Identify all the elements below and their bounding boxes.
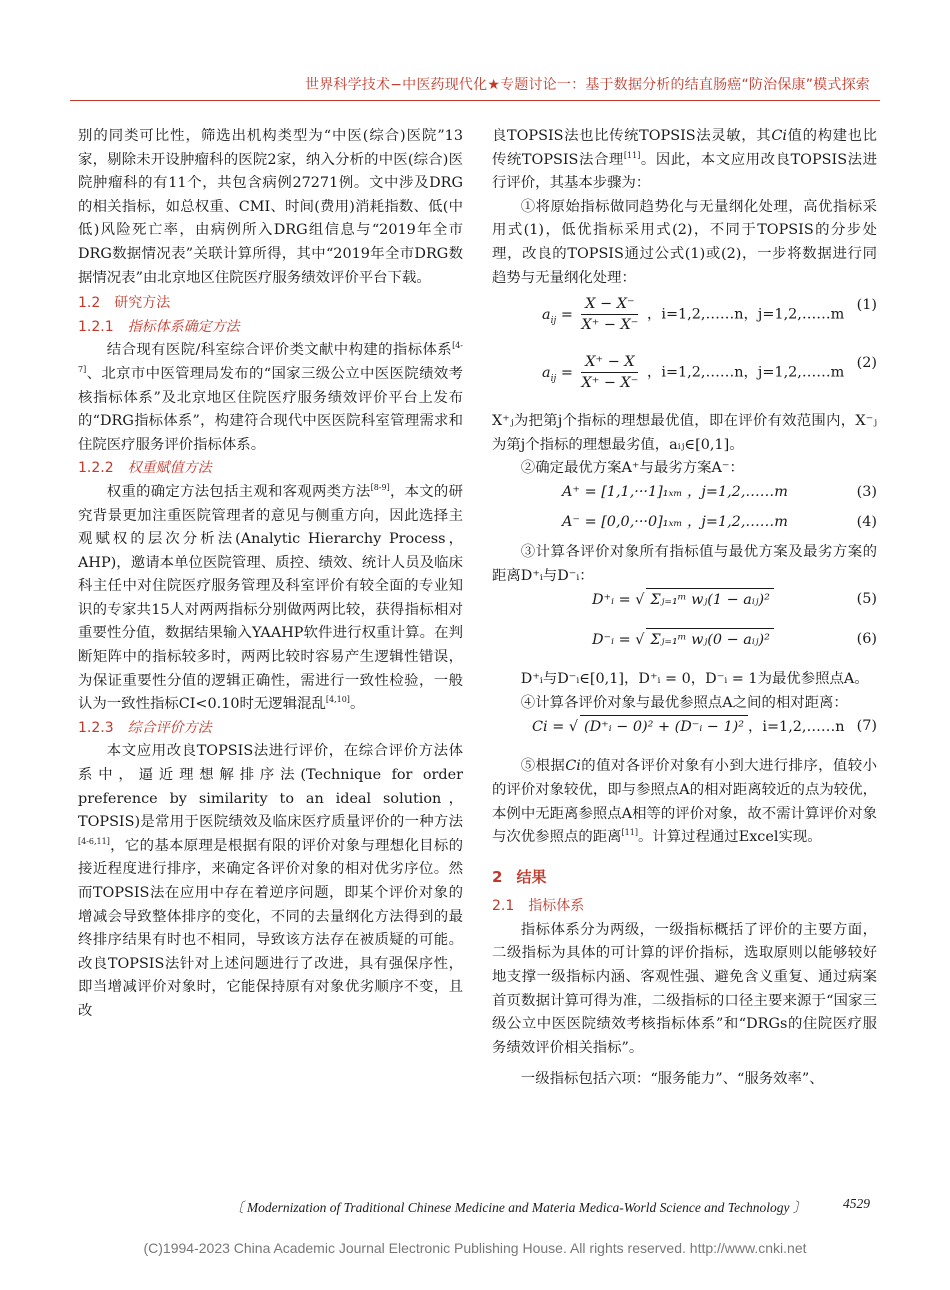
section-heading-2-1: 2.1 指标体系 xyxy=(492,898,585,915)
citation: [11] xyxy=(623,150,641,160)
paragraph: 权重的确定方法包括主观和客观两类方法[8-9]，本文的研究背景更加注重医院管理者的意见与侧重方向，因此选择主观赋权的层次分析法(Analytic Hierarchy Process，AHP)，邀请本单位医院管理、质控、绩效、统计人员及临床科主任中对住院医疗服务管理及科室评价有较全面的专业知识的专家共15人对两两指标分别做两两比较，获得指标相对重要性分值，数据结果输入YAAHP软件进行权重计算。在判断矩阵中的指标较多时，两两比较时容易产生逻辑性错误，为保证重要性分值的逻辑正确性，需进行一致性检验，一般认为一致性指标CI<0.10时无逻辑混乱[4,10]。 xyxy=(78,483,463,713)
right-column xyxy=(492,125,877,1092)
citation: [4,10] xyxy=(325,695,350,705)
equation-number: (7) xyxy=(856,718,877,735)
equation-7: Ci = √ (D⁺ᵢ − 0)² + (D⁻ᵢ − 1)² ，i=1,2,……n (7) xyxy=(492,715,877,755)
section-heading-1-2: 1.2 研究方法 xyxy=(78,295,171,312)
equation-number: (6) xyxy=(856,631,877,648)
citation: [4-7] xyxy=(78,341,463,375)
section-heading-1-2-1: 1.2.1 指标体系确定方法 xyxy=(78,318,240,335)
paragraph: ①将原始指标做同趋势化与无量纲化处理，高优指标采用式(1)，低优指标采用式(2)，不同于TOPSIS的分步处理，改良的TOPSIS通过公式(1)或(2)，一步将数据进行同趋势与无量纲化处理： xyxy=(492,198,877,286)
equation-number: (5) xyxy=(856,591,877,608)
equation-3: A⁺ = [1,1,···1]₁ₓₘ ，j=1,2,……m (3) xyxy=(492,481,877,511)
eq1-numerator: X − X⁻ xyxy=(581,294,638,315)
paragraph: ⑤根据Ci的值对各评价对象有小到大进行排序，值较小的评价对象较优，即与参照点A的相对距离较近的点为较优，本例中无距离参照点A相等的评价对象，故不需计算评价对象与次优参照点的距离[11]。计算过程通过Excel实现。 xyxy=(492,758,877,846)
header-rule xyxy=(70,100,880,101)
equation-6: D⁻ᵢ = √ Σⱼ₌₁ᵐ wⱼ(0 − aᵢⱼ)² (6) xyxy=(492,628,877,668)
paragraph: 结合现有医院/科室综合评价类文献中构建的指标体系[4-7]、北京市中医管理局发布的“国家三级公立中医医院绩效考核指标体系”及北京地区住院医疗服务绩效评价平台上发布的“DRG指标体系”，构建符合现代中医医院科室管理需求和住院医疗服务评价指标体系。 xyxy=(78,341,463,453)
eq1-denominator: X⁺ − X⁻ xyxy=(581,317,639,334)
citation: [11] xyxy=(621,828,638,838)
left-column xyxy=(78,125,463,1024)
paragraph: 良TOPSIS法也比传统TOPSIS法灵敏，其Ci值的构建也比传统TOPSIS法合理[11]。因此，本文应用改良TOPSIS法进行评价，其基本步骤为： xyxy=(492,128,878,192)
paragraph: X⁺ⱼ为把第j个指标的理想最优值，即在评价有效范围内，X⁻ⱼ为第j个指标的理想最劣值，aᵢⱼ∈[0,1]。 xyxy=(492,413,877,453)
paragraph: ③计算各评价对象所有指标值与最优方案及最劣方案的距离D⁺ᵢ与D⁻ᵢ： xyxy=(492,543,877,584)
paragraph: 本文应用改良TOPSIS法进行评价，在综合评价方法体系中，逼近理想解排序法(Technique for order preference by similarity to an ideal solution，TOPSIS)是常用于医院绩效及临床医疗质量评价的一种方法[4-6,11]，它的基本原理是根据有限的评价对象与理想化目标的接近程度进行排序，来确定各评价对象的相对优劣序位。然而TOPSIS法在应用中存在着逆序问题，即某个评价对象的增减会导致整体排序的变化，不同的去量纲化方法得到的最终排序结果有时也不相同，导致该方法存在被质疑的可能。改良TOPSIS法针对上述问题进行了改进，具有强保序性，即当增减评价对象时，它能保持原有对象优劣顺序不变，且改 xyxy=(78,743,463,1019)
eq2-denominator: X⁺ − X⁻ xyxy=(581,375,639,392)
equation-5: D⁺ᵢ = √ Σⱼ₌₁ᵐ wⱼ(1 − aᵢⱼ)² (5) xyxy=(492,588,877,628)
journal-name: 〔 Modernization of Traditional Chinese Medicine and Materia Medica-World Science and Technology 〕 xyxy=(230,1200,807,1215)
citation: [8-9] xyxy=(370,483,390,493)
paragraph: 一级指标包括六项：“服务能力”、“服务效率”、 xyxy=(520,1071,824,1088)
running-header: 世界科学技术−中医药现代化★专题讨论一：基于数据分析的结直肠癌“防治保康”模式探索 xyxy=(305,77,870,93)
equation-number: (2) xyxy=(856,355,877,372)
equation-number: (1) xyxy=(856,297,877,314)
page-number: 4529 xyxy=(843,1196,870,1211)
section-heading-2: 2 结果 xyxy=(492,867,547,886)
section-heading-1-2-3: 1.2.3 综合评价方法 xyxy=(78,719,212,736)
citation: [4-6,11] xyxy=(78,837,110,847)
paragraph: ④计算各评价对象与最优参照点A之间的相对距离： xyxy=(520,694,848,711)
equation-1: $a_{ij}$ = $\frac{X - X^-}{X^+ - X^-}$ ，i=1,2,……n，j=1,2,……m (1) xyxy=(542,296,877,334)
equation-number: (4) xyxy=(856,513,877,530)
equation-number: (3) xyxy=(856,483,877,500)
eq2-numerator: X⁺ − X xyxy=(581,352,638,373)
paragraph: 别的同类可比性，筛选出机构类型为“中医(综合)医院”13家，剔除未开设肿瘤科的医院2家，纳入分析的中医(综合)医院肿瘤科的有11个，共包含病例27271例。文中涉及DRG的相关指标，如总权重、CMI、时间(费用)消耗指数、低(中低)风险死亡率，由病例所入DRG组信息与“2019年全市DRG数据情况表”关联计算所得，其中“2019年全市DRG数据情况表”由北京地区住院医疗服务绩效评价平台下载。 xyxy=(78,128,463,286)
equation-4: A⁻ = [0,0,···0]₁ₓₘ ，j=1,2,……m (4) xyxy=(492,511,877,541)
section-heading-1-2-2: 1.2.2 权重赋值方法 xyxy=(78,460,212,477)
equation-2: $a_{ij}$ = $\frac{X^+ - X}{X^+ - X^-}$ ，i=1,2,……n，j=1,2,……m (2) xyxy=(542,354,877,392)
paragraph: D⁺ᵢ与D⁻ᵢ∈[0,1]，D⁺ᵢ = 0，D⁻ᵢ = 1为最优参照点A。 xyxy=(520,671,869,688)
paragraph: 指标体系分为两级，一级指标概括了评价的主要方面，二级指标为具体的可计算的评价指标，选取原则以能够较好地支撑一级指标内涵、客观性强、避免含义重复、通过病案首页数据计算可得为准，二级指标的口径主要来源于“国家三级公立中医医院绩效考核指标体系”和“DRGs的住院医疗服务绩效评价相关指标”。 xyxy=(492,921,877,1056)
copyright-notice: (C)1994-2023 China Academic Journal Electronic Publishing House. All rights reserved. http://www.cnki.net xyxy=(143,1240,807,1256)
paragraph: ②确定最优方案A⁺与最劣方案A⁻： xyxy=(520,460,744,477)
running-footer xyxy=(230,1196,870,1216)
